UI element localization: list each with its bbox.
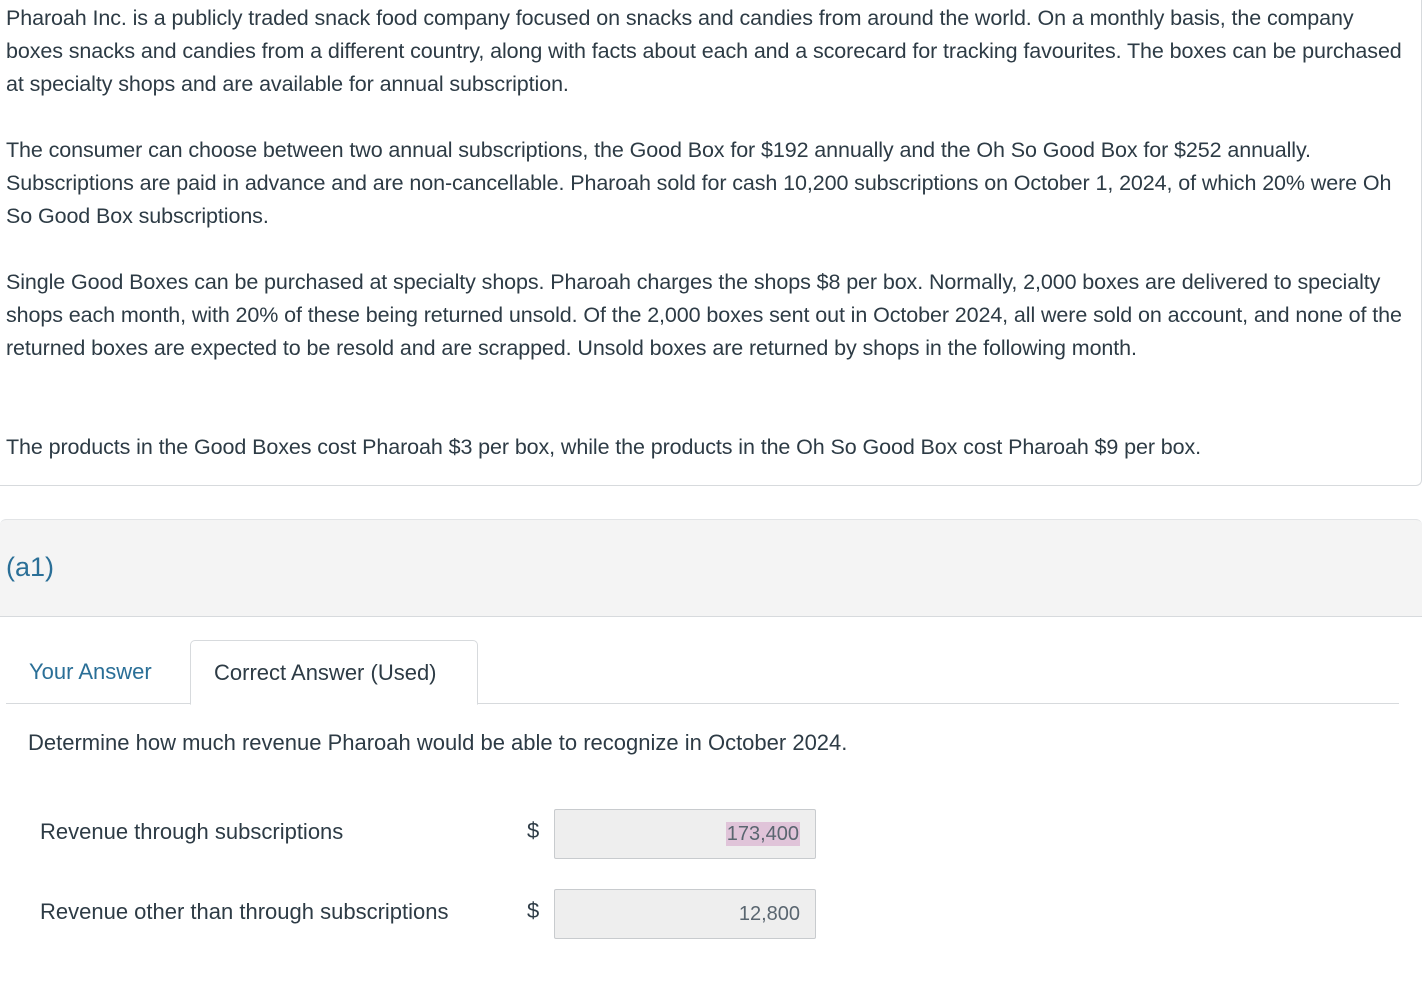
tab-your-answer[interactable]: Your Answer (29, 659, 152, 684)
part-label: (a1) (6, 552, 55, 582)
answer-row-other-revenue (40, 889, 840, 939)
revenue-other-field[interactable] (554, 889, 816, 939)
answer-label: Revenue other than through subscriptions (40, 899, 449, 924)
answer-value: 12,800 (738, 903, 800, 925)
answer-value: 173,400 (726, 823, 799, 845)
problem-paragraph-3: Single Good Boxes can be purchased at specialty shops. Pharoah charges the shops $8 per box. Normally, 2,000 boxes are delivered to specialty shops each month, with 20% of these being returned unsold. Of the 2,000 boxes sent out in October 2024, all were sold on account, and none of the returned boxes are expected to be resold and are scrapped. Unsold boxes are returned by shops in the following month. (6, 270, 1402, 360)
question-text: Determine how much revenue Pharoah would be able to recognize in October 2024. (28, 730, 848, 755)
problem-paragraph-2: The consumer can choose between two annual subscriptions, the Good Box for $192 annually and the Oh So Good Box for $252 annually. Subscriptions are paid in advance and are non-cancellable. Pharoah sold for cash 10,200 subscriptions on October 1, 2024, of which 20% were Oh So Good Box subscriptions. (6, 138, 1392, 228)
currency-symbol: $ (527, 818, 540, 843)
answer-label: Revenue through subscriptions (40, 819, 344, 844)
problem-statement-card (0, 0, 1422, 486)
part-header (0, 519, 1422, 617)
currency-symbol: $ (527, 898, 540, 923)
answer-row-subscriptions (40, 809, 840, 859)
revenue-subscriptions-field[interactable] (554, 809, 816, 859)
tab-correct-answer[interactable]: Correct Answer (Used) (190, 640, 478, 705)
answer-tabs (6, 640, 1399, 704)
problem-paragraph-4: The products in the Good Boxes cost Pharoah $3 per box, while the products in the Oh So Good Box cost Pharoah $9 per box. (6, 435, 1202, 459)
problem-paragraph-1: Pharoah Inc. is a publicly traded snack food company focused on snacks and candies from around the world. On a monthly basis, the company boxes snacks and candies from a different country, along with facts about each and a scorecard for tracking favourites. The boxes can be purchased at specialty shops and are available for annual subscription. (6, 6, 1402, 96)
